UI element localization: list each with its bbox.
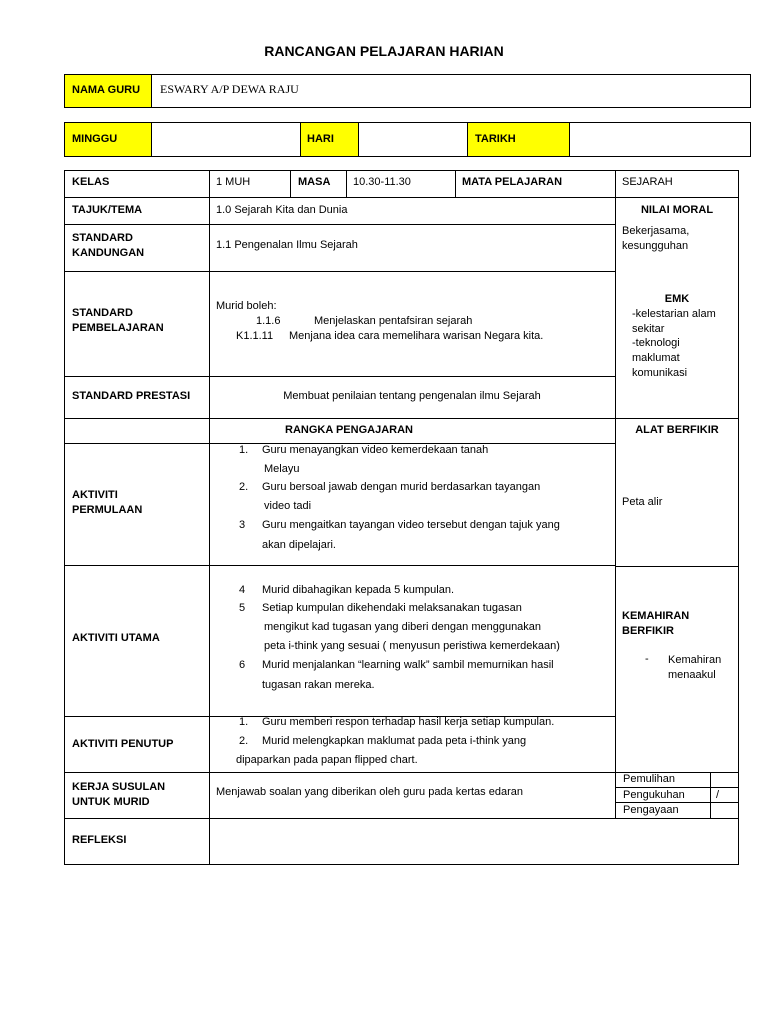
row-divider: [64, 224, 615, 225]
time-value: 10.30-11.30: [353, 176, 411, 188]
opening-step-text: Guru mengaitkan tayangan video tersebut dengan tajuk yang: [262, 519, 560, 531]
main-step-text: Murid dibahagikan kepada 5 kumpulan.: [262, 584, 455, 596]
col-divider: [290, 170, 291, 197]
main-step-text: mengikut kad tugasan yang diberi dengan menggunakan: [264, 621, 542, 633]
learning-standard-label-2: PEMBELAJARAN: [72, 322, 164, 334]
performance-standard-value: Membuat penilaian tentang pengenalan ilmu Sejarah: [283, 390, 541, 402]
reflection-label: REFLEKSI: [72, 834, 127, 846]
learning-standard-label-1: STANDARD: [72, 307, 133, 319]
main-step-text: Murid menjalankan “learning walk” sambil memurnikan hasil: [262, 659, 554, 671]
learning-standard-intro: Murid boleh:: [216, 300, 277, 312]
moral-values-line1: Bekerjasama,: [622, 225, 690, 237]
closing-step-text: dipaparkan pada papan flipped chart.: [236, 754, 418, 766]
opening-step-text: Guru menayangkan video kemerdekaan tanah: [262, 444, 489, 456]
emk-line5: komunikasi: [632, 367, 688, 379]
closing-step-number: 2.: [239, 735, 249, 747]
followup-option-reinforcement: Pengukuhan: [623, 789, 685, 801]
opening-activity-label-1: AKTIVITI: [72, 489, 118, 501]
followup-label-2: UNTUK MURID: [72, 796, 150, 808]
followup-mark-reinforcement: /: [716, 789, 720, 801]
opening-step-number: 3: [239, 519, 246, 531]
subject-label: MATA PELAJARAN: [462, 176, 563, 188]
opening-step-text: akan dipelajari.: [262, 539, 336, 551]
main-step-text: Setiap kumpulan dikehendaki melaksanakan tugasan: [262, 602, 522, 614]
col-divider: [346, 170, 347, 197]
row-divider: [64, 271, 615, 272]
class-label: KELAS: [72, 176, 110, 188]
opening-step-number: 2.: [239, 481, 249, 493]
thinking-tools-label: ALAT BERFIKIR: [635, 424, 719, 436]
subject-value: SEJARAH: [622, 176, 673, 188]
row-divider: [64, 197, 739, 198]
teaching-outline-label: RANGKA PENGAJARAN: [285, 424, 413, 436]
row-divider: [64, 818, 739, 819]
followup-value: Menjawab soalan yang diberikan oleh guru pada kertas edaran: [216, 786, 523, 798]
date-label: TARIKH: [475, 133, 516, 145]
learning-standard-code-2: K1.1.11: [236, 330, 274, 342]
day-label: HARI: [307, 133, 334, 145]
thinking-skills-label-2: BERFIKIR: [622, 625, 674, 637]
content-standard-value: 1.1 Pengenalan Ilmu Sejarah: [216, 239, 358, 251]
moral-values-line2: kesungguhan: [622, 240, 689, 252]
thinking-tools-value: Peta alir: [622, 496, 663, 508]
content-standard-label-1: STANDARD: [72, 232, 133, 244]
closing-step-text: Guru memberi respon terhadap hasil kerja setiap kumpulan.: [262, 716, 555, 728]
closing-step-number: 1.: [239, 716, 249, 728]
opening-step-text: Melayu: [264, 463, 300, 475]
main-activity-label: AKTIVITI UTAMA: [72, 632, 160, 644]
row-divider: [64, 376, 615, 377]
learning-standard-code-1: 1.1.6: [256, 315, 281, 327]
learning-standard-text-2: Menjana idea cara memelihara warisan Negara kita.: [289, 330, 544, 342]
emk-label: EMK: [664, 293, 690, 305]
row-divider: [64, 565, 615, 566]
class-value: 1 MUH: [216, 176, 251, 188]
followup-option-remedial: Pemulihan: [623, 773, 675, 785]
row-divider: [615, 802, 739, 803]
week-label: MINGGU: [72, 133, 118, 145]
emk-line1: -kelestarian alam: [632, 308, 716, 320]
emk-line2: sekitar: [632, 323, 665, 335]
week-row: [64, 122, 751, 157]
col-divider: [209, 170, 210, 865]
main-step-number: 4: [239, 584, 246, 596]
row-divider: [615, 787, 739, 788]
time-label: MASA: [298, 176, 331, 188]
moral-values-label: NILAI MORAL: [640, 204, 714, 216]
content-standard-label-2: KANDUNGAN: [72, 247, 145, 259]
topic-label: TAJUK/TEMA: [72, 204, 143, 216]
opening-activity-label-2: PERMULAAN: [72, 504, 143, 516]
col-divider: [455, 170, 456, 197]
learning-standard-text-1: Menjelaskan pentafsiran sejarah: [314, 315, 473, 327]
thinking-skills-line2: menaakul: [668, 669, 716, 681]
closing-step-text: Murid melengkapkan maklumat pada peta i-think yang: [262, 735, 527, 747]
main-step-number: 6: [239, 659, 246, 671]
thinking-skills-line1: Kemahiran: [668, 654, 722, 666]
topic-value: 1.0 Sejarah Kita dan Dunia: [216, 204, 348, 216]
opening-step-text: video tadi: [264, 500, 312, 512]
thinking-skills-label-1: KEMAHIRAN: [622, 610, 690, 622]
col-divider: [615, 170, 616, 818]
row-divider: [64, 418, 739, 419]
opening-step-number: 1.: [239, 444, 249, 456]
opening-step-text: Guru bersoal jawab dengan murid berdasarkan tayangan: [262, 481, 541, 493]
followup-label-1: KERJA SUSULAN: [72, 781, 166, 793]
teacher-name: ESWARY A/P DEWA RAJU: [160, 82, 299, 96]
thinking-skills-bullet: -: [645, 653, 649, 665]
closing-activity-label: AKTIVITI PENUTUP: [72, 738, 174, 750]
main-step-text: tugasan rakan mereka.: [262, 679, 375, 691]
page-title: RANCANGAN PELAJARAN HARIAN: [264, 43, 504, 59]
emk-line4: maklumat: [632, 352, 680, 364]
col-divider: [710, 772, 711, 818]
emk-line3: -teknologi: [632, 337, 680, 349]
teacher-label: NAMA GURU: [72, 84, 141, 96]
main-step-number: 5: [239, 602, 246, 614]
followup-option-enrichment: Pengayaan: [623, 804, 679, 816]
row-divider: [615, 566, 739, 567]
performance-standard-label: STANDARD PRESTASI: [72, 390, 191, 402]
main-step-text: peta i-think yang sesuai ( menyusun peristiwa kemerdekaan): [264, 640, 560, 652]
